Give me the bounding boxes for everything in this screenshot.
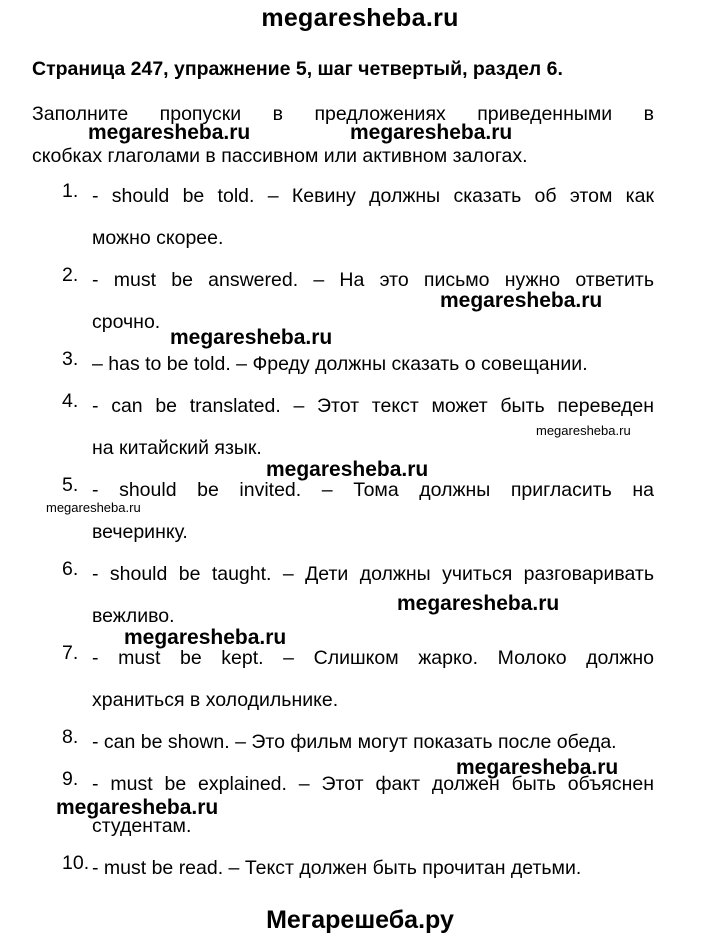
- item-number: 2.: [62, 264, 79, 286]
- item-line: - must be kept. – Слишком жарко. Молоко должно: [92, 647, 654, 669]
- list-item: [62, 642, 654, 726]
- item-line: храниться в холодильнике.: [92, 689, 339, 711]
- watermark: megaresheba.ru: [350, 121, 513, 144]
- item-line: - should be taught. – Дети должны учиться разговаривать: [92, 563, 654, 585]
- item-line: вежливо.: [92, 605, 175, 627]
- item-line: – has to be told. – Фреду должны сказать о совещании.: [92, 353, 588, 375]
- answer-list: [62, 180, 654, 894]
- item-line: - can be translated. – Этот текст может быть переведен: [92, 395, 654, 417]
- list-item: [62, 474, 654, 558]
- intro-line-2: скобках глаголами в пассивном или активном залогах.: [32, 145, 528, 167]
- item-number: 6.: [62, 558, 79, 580]
- item-number: 7.: [62, 642, 79, 664]
- watermark: megaresheba.ru: [266, 458, 429, 481]
- item-number: 9.: [62, 768, 79, 790]
- item-line: студентам.: [92, 815, 192, 837]
- list-item: [62, 852, 654, 894]
- watermark: megaresheba.ru: [56, 796, 219, 819]
- watermark: megaresheba.ru: [88, 121, 251, 144]
- site-footer: Мегарешеба.ру: [266, 906, 454, 934]
- watermark: megaresheba.ru: [440, 289, 603, 312]
- watermark: megaresheba.ru: [456, 756, 619, 779]
- intro-line-1: Заполните пропуски в предложениях приведенными в: [32, 103, 654, 125]
- item-line: на китайский язык.: [92, 437, 262, 459]
- item-line: - must be explained. – Этот факт должен быть объяснен: [92, 773, 654, 795]
- page-heading: Страница 247, упражнение 5, шаг четвертый, раздел 6.: [32, 58, 563, 80]
- item-number: 4.: [62, 390, 79, 412]
- item-line: - can be shown. – Это фильм могут показать после обеда.: [92, 731, 617, 753]
- item-number: 3.: [62, 348, 79, 370]
- item-line: - must be answered. – На это письмо нужно ответить: [92, 269, 654, 291]
- site-header: megaresheba.ru: [261, 4, 459, 32]
- list-item: [62, 180, 654, 264]
- item-number: 8.: [62, 726, 79, 748]
- item-line: можно скорее.: [92, 227, 224, 249]
- item-number: 1.: [62, 180, 79, 202]
- item-line: - should be told. – Кевину должны сказать об этом как: [92, 185, 654, 207]
- watermark: megaresheba.ru: [397, 592, 560, 615]
- item-number: 5.: [62, 474, 79, 496]
- item-number: 10.: [62, 852, 90, 874]
- item-line: срочно.: [92, 311, 161, 333]
- list-item: [62, 348, 654, 390]
- item-line: - should be invited. – Тома должны пригласить на: [92, 479, 654, 501]
- watermark: megaresheba.ru: [124, 626, 287, 649]
- watermark: megaresheba.ru: [46, 500, 141, 515]
- item-line: - must be read. – Текст должен быть прочитан детьми.: [92, 857, 582, 879]
- watermark: megaresheba.ru: [170, 326, 333, 349]
- watermark: megaresheba.ru: [536, 423, 631, 438]
- item-line: вечеринку.: [92, 521, 188, 543]
